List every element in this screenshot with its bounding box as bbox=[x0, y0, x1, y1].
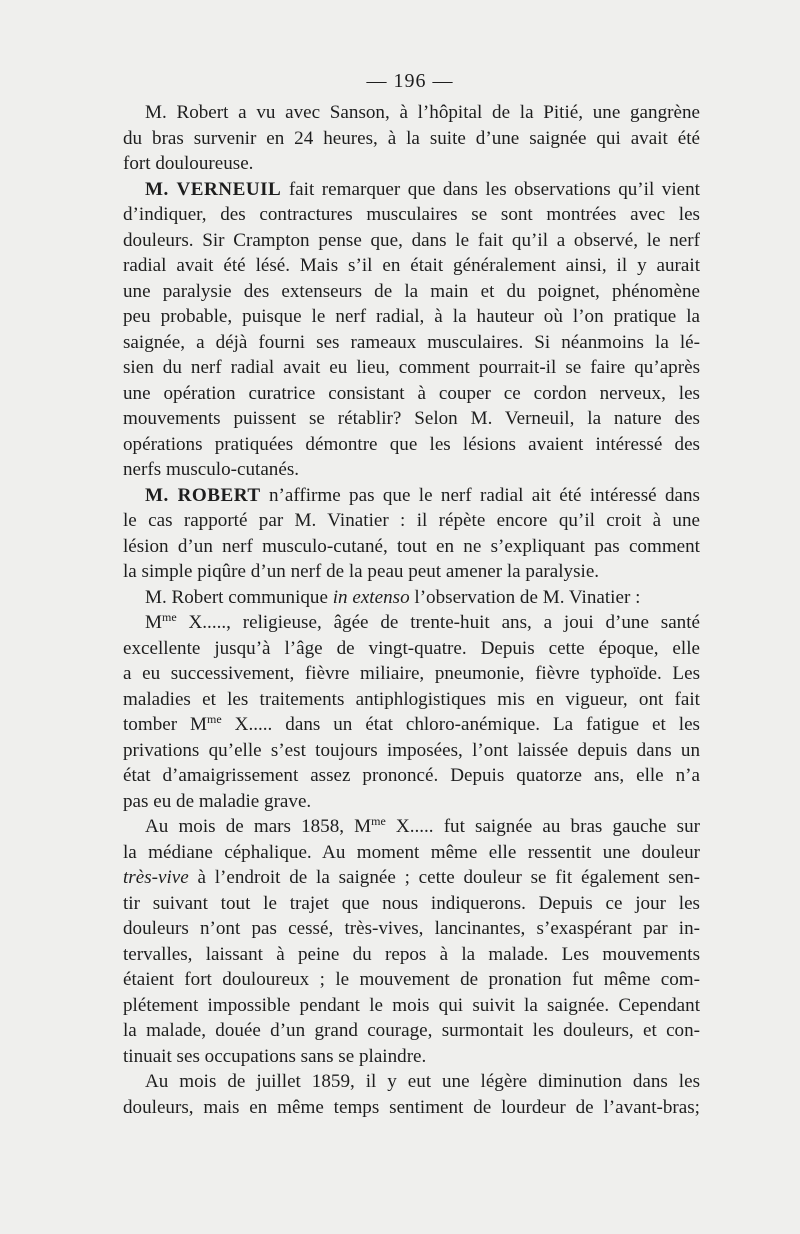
text-line: douleurs. Sir Crampton pense que, dans le fait qu’il a observé, le nerf bbox=[123, 229, 700, 251]
text-line bbox=[123, 610, 700, 636]
text-line: Au mois de juillet 1859, il y eut une légère diminution dans les bbox=[145, 1071, 700, 1092]
italic-phrase: in extenso bbox=[332, 586, 410, 608]
text-fragment: n’affirme pas que le nerf radial ait été intéressé dans bbox=[260, 484, 700, 506]
paragraph-patient-history bbox=[123, 610, 700, 814]
text-line: radial avait été lésé. Mais s’il en était généralement ainsi, il y aurait bbox=[123, 255, 700, 276]
text-line: M. Robert a vu avec Sanson, à l’hôpital de la Pitié, une gangrène bbox=[145, 102, 700, 123]
speaker-name: M. ROBERT bbox=[145, 484, 261, 506]
text-line: tir suivant tout le trajet que nous indiquerons. Depuis ce jour les bbox=[123, 892, 700, 914]
speaker-name: M. VERNEUIL bbox=[145, 178, 282, 200]
italic-phrase: très-vive bbox=[123, 867, 189, 888]
text-line: mouvements puissent se rétablir? Selon M. Verneuil, la nature des bbox=[123, 408, 700, 429]
superscript: me bbox=[371, 814, 386, 828]
page-number: — 196 — bbox=[366, 70, 454, 92]
text-fragment: Au mois de mars 1858, M bbox=[145, 816, 372, 837]
text-line: fort douloureuse. bbox=[123, 153, 254, 174]
text-line: opérations pratiquées démontre que les lésions avaient intéressé des bbox=[123, 433, 700, 455]
text-fragment: X..... fut saignée au bras gauche sur bbox=[385, 816, 700, 837]
text-line: douleurs n’ont pas cessé, très-vives, lancinantes, s’exaspérant par in- bbox=[123, 918, 700, 939]
text-line: la médiane céphalique. Au moment même elle ressentit une douleur bbox=[123, 841, 700, 863]
text-line: d’indiquer, des contractures musculaires se sont montrées avec les bbox=[123, 204, 700, 225]
text-line: saignée, a déjà fourni ses rameaux musculaires. Si néanmoins la lé- bbox=[123, 331, 700, 353]
paragraph-verneuil bbox=[123, 177, 700, 483]
paragraph-robert-reply bbox=[123, 483, 700, 585]
text-line: plétement impossible pendant le mois qui suivit la saignée. Cependant bbox=[123, 994, 700, 1016]
text-line: étaient fort douloureux ; le mouvement de pronation fut même com- bbox=[123, 969, 700, 990]
text-line bbox=[123, 814, 700, 840]
text-line: une opération curatrice consistant à couper ce cordon nerveux, les bbox=[123, 382, 700, 404]
text-line bbox=[123, 483, 700, 509]
text-line: sien du nerf radial avait eu lieu, comment pourrait-il se faire qu’après bbox=[123, 357, 700, 378]
text-line: nerfs musculo-cutanés. bbox=[123, 459, 300, 480]
text-fragment: M bbox=[145, 612, 162, 633]
text-line bbox=[123, 585, 700, 611]
text-line: a eu successivement, fièvre miliaire, pneumonie, fièvre typhoïde. Les bbox=[123, 663, 700, 684]
paragraph-march-1858 bbox=[123, 814, 700, 1069]
superscript: me bbox=[207, 712, 222, 726]
text-line: douleurs, mais en même temps sentiment de lourdeur de l’avant-bras; bbox=[123, 1096, 700, 1118]
text-line bbox=[123, 177, 700, 203]
text-line: tervalles, laissant à peine du repos à la malade. Les mouvements bbox=[123, 943, 700, 965]
text-line: maladies et les traitements antiphlogistiques mis en vigueur, ont fait bbox=[123, 688, 700, 710]
text-line bbox=[123, 712, 700, 738]
text-fragment: tomber M bbox=[123, 714, 208, 735]
text-line: du bras survenir en 24 heures, à la suite d’une saignée qui avait été bbox=[123, 127, 700, 149]
text-line: une paralysie des extenseurs de la main et du poignet, phénomène bbox=[123, 280, 700, 302]
text-line: privations qu’elle s’est toujours imposées, l’ont laissée depuis dans un bbox=[123, 739, 700, 761]
text-line: excellente jusqu’à l’âge de vingt-quatre. Depuis cette époque, elle bbox=[123, 637, 700, 659]
text-line: lésion d’un nerf musculo-cutané, tout en ne s’expliquant pas comment bbox=[123, 535, 700, 557]
body-text bbox=[123, 100, 700, 1120]
text-line: tinuait ses occupations sans se plaindre. bbox=[123, 1045, 427, 1067]
text-fragment: X..... dans un état chloro-anémique. La fatigue et les bbox=[221, 714, 700, 735]
text-fragment: à l’endroit de la saignée ; cette douleur se fit également sen- bbox=[188, 867, 700, 888]
text-line: peu probable, puisque le nerf radial, à la hauteur où l’on pratique la bbox=[123, 306, 700, 327]
text-fragment: fait remarquer que dans les observations qu’il vient bbox=[281, 178, 700, 200]
superscript: me bbox=[161, 610, 177, 624]
text-fragment: M. Robert communique bbox=[145, 586, 333, 608]
text-line: état d’amaigrissement assez prononcé. Depuis quatorze ans, elle n’a bbox=[123, 765, 700, 786]
text-line: la malade, douée d’un grand courage, surmontait les douleurs, et con- bbox=[123, 1020, 700, 1041]
text-line bbox=[123, 865, 700, 891]
paragraph-robert-sanson bbox=[123, 100, 700, 177]
paragraph-communication bbox=[123, 585, 700, 611]
text-fragment: X....., religieuse, âgée de trente-huit ans, a joui d’une santé bbox=[176, 612, 700, 633]
paragraph-july-1859 bbox=[123, 1069, 700, 1120]
text-line: le cas rapporté par M. Vinatier : il répète encore qu’il croit à une bbox=[123, 510, 700, 531]
text-line: pas eu de maladie grave. bbox=[123, 790, 312, 812]
text-line: la simple piqûre d’un nerf de la peau peut amener la paralysie. bbox=[123, 561, 600, 582]
text-fragment: l’observation de M. Vinatier : bbox=[409, 586, 641, 608]
